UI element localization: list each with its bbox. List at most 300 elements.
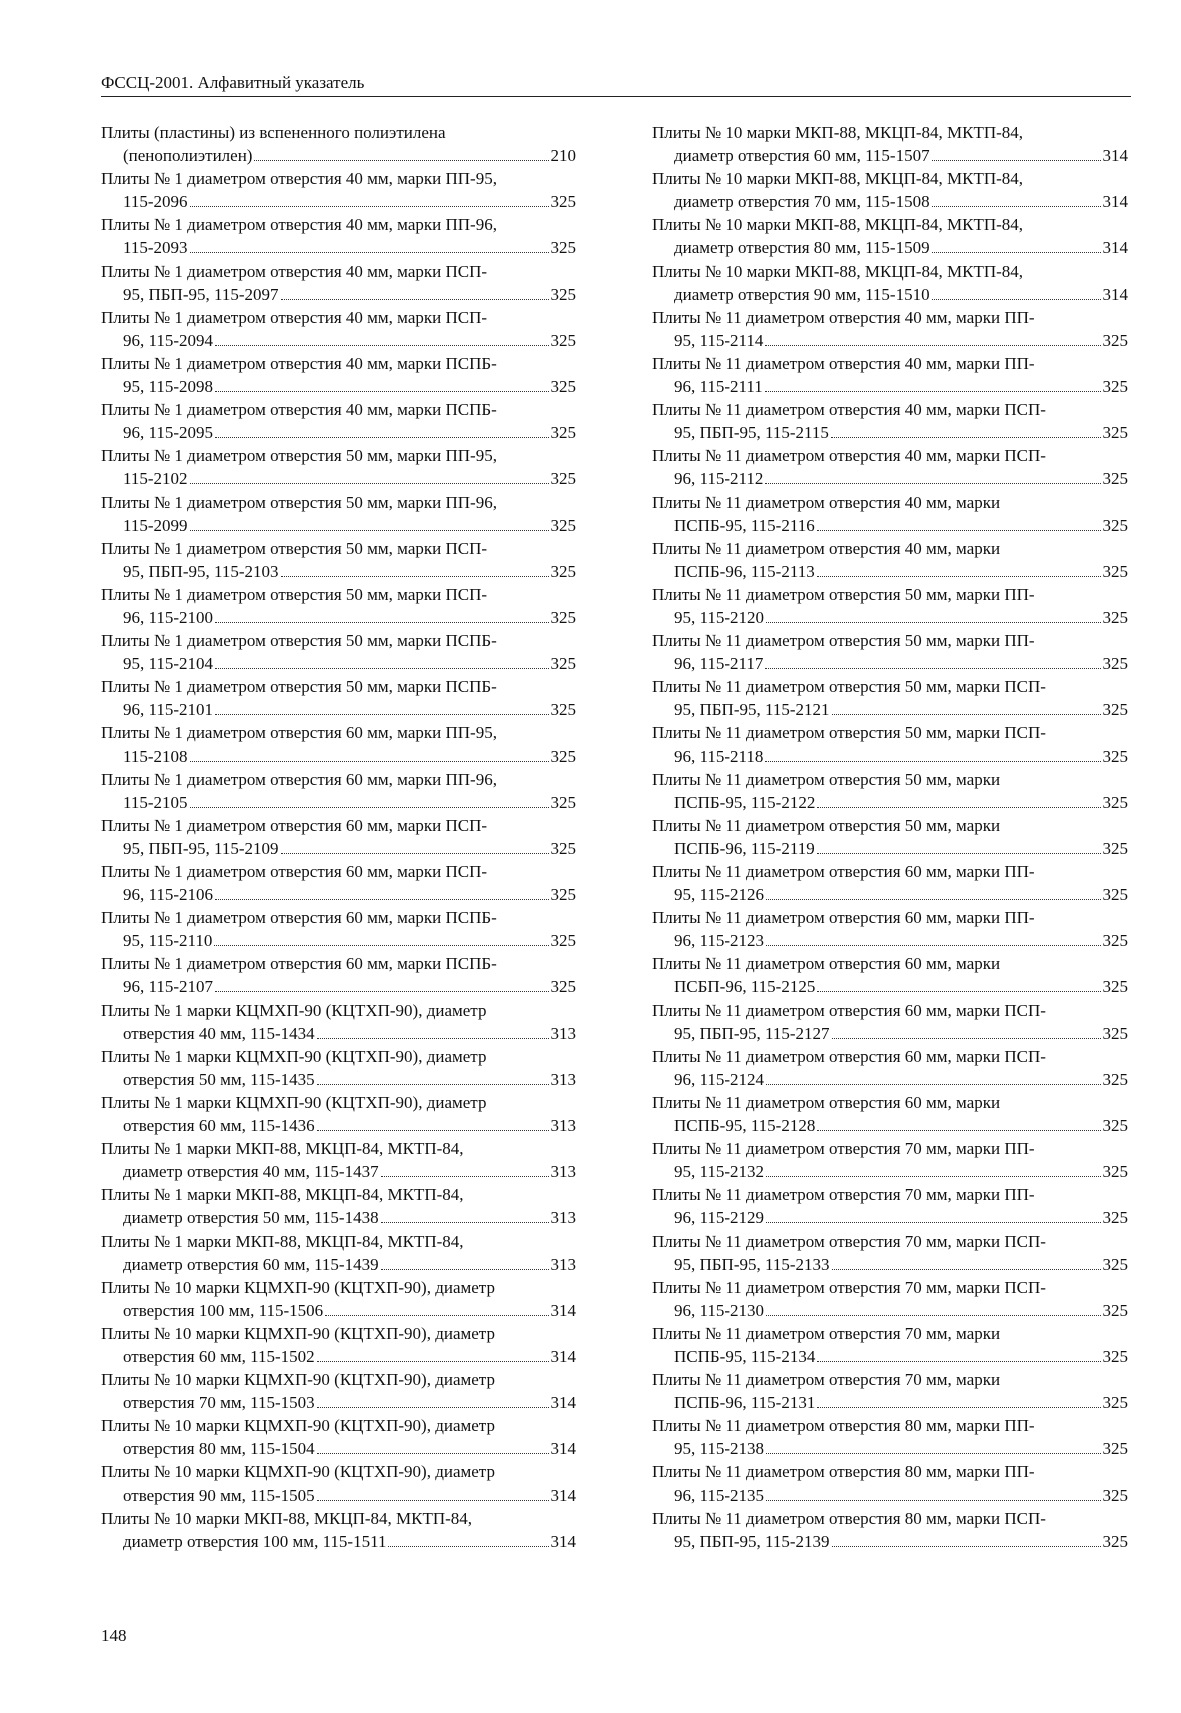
entry-page-number: 325	[1102, 654, 1128, 674]
entry-reference: 95, ПБП-95, 115-2127	[674, 1023, 830, 1043]
entry-reference: 115-2108	[123, 746, 188, 766]
dot-leader	[317, 1037, 549, 1039]
entry-continuation	[101, 791, 576, 814]
dot-leader	[190, 482, 549, 484]
entry-reference: диаметр отверстия 50 мм, 115-1438	[123, 1208, 379, 1228]
entry-reference: диаметр отверстия 90 мм, 115-1510	[674, 284, 930, 304]
page-number: 148	[101, 1626, 127, 1645]
index-entry	[101, 352, 576, 398]
entry-reference: 96, 115-2101	[123, 700, 214, 720]
entry-heading: Плиты № 1 диаметром отверстия 50 мм, марки ПП-96,	[101, 492, 497, 512]
entry-page-number: 325	[1102, 515, 1128, 535]
entry-page-number: 325	[1102, 838, 1128, 858]
entry-heading: Плиты № 11 диаметром отверстия 80 мм, марки ПП-	[652, 1416, 1035, 1436]
entry-reference: отверстия 40 мм, 115-1434	[123, 1023, 315, 1043]
index-entry	[101, 675, 576, 721]
index-entry	[652, 306, 1128, 352]
entry-page-number: 325	[550, 977, 576, 997]
entry-page-number: 325	[1102, 1069, 1128, 1089]
entry-page-number: 325	[1102, 1531, 1128, 1551]
entry-reference: ПСПБ-95, 115-2116	[674, 515, 815, 535]
dot-leader	[817, 575, 1101, 577]
entry-page-number: 325	[1102, 700, 1128, 720]
entry-reference: 95, 115-2110	[123, 931, 213, 951]
dot-leader	[215, 344, 548, 346]
dot-leader	[317, 1406, 549, 1408]
entry-continuation	[652, 560, 1128, 583]
entry-page-number: 325	[550, 607, 576, 627]
entry-continuation	[652, 1253, 1128, 1276]
entry-continuation	[101, 606, 576, 629]
entry-reference: 96, 115-2130	[674, 1300, 765, 1320]
entry-continuation	[652, 329, 1128, 352]
entry-page-number: 325	[1102, 1485, 1128, 1505]
entry-heading: Плиты № 1 марки КЦМХП-90 (КЦТХП-90), диаметр	[101, 1000, 487, 1020]
index-entry	[101, 167, 576, 213]
running-title: ФССЦ-2001. Алфавитный указатель	[101, 73, 365, 92]
entry-heading: Плиты № 11 диаметром отверстия 50 мм, марки ПСП-	[652, 677, 1046, 697]
entry-page-number: 325	[1102, 931, 1128, 951]
entry-continuation	[101, 1022, 576, 1045]
entry-reference: 95, ПБП-95, 115-2103	[123, 561, 279, 581]
entry-page-number: 325	[1102, 469, 1128, 489]
entry-continuation	[652, 514, 1128, 537]
entry-page-number: 314	[550, 1346, 576, 1366]
entry-heading: Плиты № 11 диаметром отверстия 40 мм, марки	[652, 538, 1001, 558]
dot-leader	[388, 1545, 548, 1547]
entry-reference: ПСПБ-96, 115-2131	[674, 1393, 816, 1413]
entry-heading: Плиты № 1 диаметром отверстия 60 мм, марки ПСПБ-	[101, 908, 497, 928]
entry-page-number: 325	[1102, 377, 1128, 397]
dot-leader	[817, 806, 1100, 808]
entry-heading: Плиты № 11 диаметром отверстия 70 мм, марки	[652, 1323, 1001, 1343]
entry-reference: 115-2099	[123, 515, 188, 535]
index-entry	[652, 491, 1128, 537]
dot-leader	[381, 1221, 549, 1223]
entry-heading: Плиты № 11 диаметром отверстия 80 мм, марки ПП-	[652, 1462, 1035, 1482]
entry-page-number: 325	[1102, 1116, 1128, 1136]
index-entry	[652, 352, 1128, 398]
index-entry	[101, 1507, 576, 1553]
entry-continuation	[101, 1253, 576, 1276]
entry-reference: 96, 115-2135	[674, 1485, 765, 1505]
entry-heading: Плиты № 1 диаметром отверстия 40 мм, марки ПСПБ-	[101, 353, 497, 373]
entry-page-number: 325	[550, 330, 576, 350]
entry-page-number: 325	[550, 792, 576, 812]
entry-heading: Плиты № 11 диаметром отверстия 50 мм, марки	[652, 815, 1001, 835]
entry-continuation	[652, 791, 1128, 814]
index-column-left	[101, 121, 576, 1553]
entry-heading: Плиты № 1 диаметром отверстия 60 мм, марки ПП-96,	[101, 769, 497, 789]
entry-continuation	[101, 1391, 576, 1414]
entry-heading: Плиты № 10 марки КЦМХП-90 (КЦТХП-90), диаметр	[101, 1277, 495, 1297]
entry-page-number: 313	[550, 1254, 576, 1274]
entry-reference: ПСПБ-96, 115-2113	[674, 561, 815, 581]
dot-leader	[932, 251, 1101, 253]
entry-reference: 96, 115-2124	[674, 1069, 765, 1089]
entry-heading: Плиты № 11 диаметром отверстия 60 мм, марки ПП-	[652, 862, 1035, 881]
entry-continuation	[101, 1345, 576, 1368]
index-entry	[652, 675, 1128, 721]
dot-leader	[254, 159, 548, 161]
index-entry	[101, 1091, 576, 1137]
entry-reference: отверстия 90 мм, 115-1505	[123, 1485, 315, 1505]
index-entry	[652, 1507, 1128, 1553]
entry-page-number: 325	[1102, 330, 1128, 350]
dot-leader	[831, 436, 1101, 438]
index-entry	[652, 1460, 1128, 1506]
entry-continuation	[652, 975, 1128, 998]
entry-reference: ПСПБ-95, 115-2122	[674, 792, 816, 812]
entry-reference: 95, ПБП-95, 115-2133	[674, 1254, 830, 1274]
entry-continuation	[652, 1299, 1128, 1322]
index-entry	[652, 721, 1128, 767]
entry-heading: Плиты № 10 марки МКП-88, МКЦП-84, МКТП-84,	[652, 261, 1024, 281]
entry-continuation	[101, 421, 576, 444]
index-entry	[652, 121, 1128, 167]
dot-leader	[765, 344, 1100, 346]
entry-continuation	[101, 745, 576, 768]
entry-page-number: 325	[550, 931, 576, 951]
entry-page-number: 313	[550, 1023, 576, 1043]
entry-continuation	[101, 1484, 576, 1507]
entry-reference: 96, 115-2117	[674, 654, 764, 674]
dot-leader	[190, 760, 549, 762]
dot-leader	[214, 944, 548, 946]
entry-reference: ПСБП-96, 115-2125	[674, 977, 816, 997]
entry-page-number: 325	[1102, 607, 1128, 627]
entry-reference: отверстия 80 мм, 115-1504	[123, 1439, 315, 1459]
entry-reference: диаметр отверстия 60 мм, 115-1507	[674, 146, 930, 166]
index-entry	[101, 906, 576, 952]
dot-leader	[766, 1452, 1100, 1454]
entry-reference: ПСПБ-95, 115-2134	[674, 1346, 816, 1366]
index-entry	[101, 860, 576, 906]
dot-leader	[817, 990, 1100, 992]
entry-continuation	[652, 1345, 1128, 1368]
index-column-right	[652, 121, 1128, 1553]
index-entry	[101, 1322, 576, 1368]
entry-page-number: 313	[550, 1208, 576, 1228]
entry-continuation	[652, 236, 1128, 259]
index-entry	[652, 444, 1128, 490]
entry-continuation	[101, 652, 576, 675]
entry-reference: отверстия 100 мм, 115-1506	[123, 1300, 324, 1320]
entry-continuation	[652, 1391, 1128, 1414]
entry-continuation	[101, 1206, 576, 1229]
entry-reference: диаметр отверстия 40 мм, 115-1437	[123, 1162, 379, 1182]
entry-heading: Плиты № 10 марки КЦМХП-90 (КЦТХП-90), диаметр	[101, 1323, 495, 1343]
entry-reference: 95, 115-2120	[674, 607, 765, 627]
index-entry	[652, 1414, 1128, 1460]
dot-leader	[932, 205, 1101, 207]
entry-reference: 96, 115-2107	[123, 977, 214, 997]
entry-continuation	[652, 606, 1128, 629]
entry-reference: 96, 115-2095	[123, 423, 214, 443]
index-entry	[652, 814, 1128, 860]
dot-leader	[817, 1406, 1100, 1408]
dot-leader	[317, 1129, 549, 1131]
entry-reference: 96, 115-2100	[123, 607, 214, 627]
index-entry	[652, 1230, 1128, 1276]
entry-heading: Плиты № 10 марки МКП-88, МКЦП-84, МКТП-84,	[652, 169, 1024, 189]
entry-continuation	[652, 745, 1128, 768]
entry-continuation	[101, 1437, 576, 1460]
entry-page-number: 325	[1102, 1162, 1128, 1182]
entry-page-number: 210	[550, 146, 576, 166]
entry-reference: 95, ПБП-95, 115-2139	[674, 1531, 830, 1551]
entry-reference: 96, 115-2129	[674, 1208, 765, 1228]
entry-reference: 95, ПБП-95, 115-2109	[123, 838, 279, 858]
dot-leader	[766, 898, 1100, 900]
dot-leader	[317, 1360, 549, 1362]
entry-continuation	[652, 652, 1128, 675]
entry-heading: Плиты № 11 диаметром отверстия 60 мм, марки ПСП-	[652, 1046, 1046, 1066]
entry-heading: Плиты № 11 диаметром отверстия 40 мм, марки ПП-	[652, 307, 1035, 327]
entry-continuation	[101, 190, 576, 213]
entry-continuation	[101, 1114, 576, 1137]
entry-continuation	[652, 467, 1128, 490]
entry-heading: Плиты № 1 диаметром отверстия 40 мм, марки ПСП-	[101, 307, 488, 327]
dot-leader	[765, 667, 1100, 669]
entry-page-number: 325	[1102, 1254, 1128, 1274]
index-entry	[652, 952, 1128, 998]
entry-continuation	[101, 514, 576, 537]
index-entry	[652, 1091, 1128, 1137]
entry-page-number: 313	[550, 1162, 576, 1182]
entry-heading: Плиты № 1 диаметром отверстия 50 мм, марки ПСПБ-	[101, 631, 497, 651]
dot-leader	[317, 1083, 549, 1085]
dot-leader	[765, 760, 1100, 762]
entry-continuation	[101, 375, 576, 398]
index-entry	[652, 398, 1128, 444]
entry-heading: Плиты № 1 диаметром отверстия 40 мм, марки ПСП-	[101, 261, 488, 281]
dot-leader	[281, 298, 549, 300]
entry-continuation	[652, 1114, 1128, 1137]
entry-continuation	[652, 1437, 1128, 1460]
index-entry	[652, 768, 1128, 814]
entry-heading: Плиты № 1 диаметром отверстия 60 мм, марки ПП-95,	[101, 723, 497, 743]
entry-heading: Плиты № 11 диаметром отверстия 70 мм, марки ПСП-	[652, 1231, 1046, 1251]
dot-leader	[281, 852, 549, 854]
entry-continuation	[652, 1022, 1128, 1045]
entry-reference: ПСПБ-96, 115-2119	[674, 838, 815, 858]
entry-reference: 115-2105	[123, 792, 188, 812]
entry-heading: Плиты № 1 диаметром отверстия 40 мм, марки ПП-95,	[101, 169, 497, 189]
entry-heading: Плиты № 1 диаметром отверстия 60 мм, марки ПСПБ-	[101, 954, 497, 974]
entry-page-number: 314	[1102, 146, 1128, 166]
dot-leader	[215, 621, 548, 623]
entry-continuation	[101, 236, 576, 259]
entry-reference: 96, 115-2111	[674, 377, 763, 397]
index-entry	[101, 491, 576, 537]
dot-leader	[766, 1083, 1100, 1085]
entry-heading: Плиты № 1 марки КЦМХП-90 (КЦТХП-90), диаметр	[101, 1046, 487, 1066]
entry-continuation	[101, 883, 576, 906]
entry-heading: Плиты № 11 диаметром отверстия 40 мм, марки	[652, 492, 1001, 512]
entry-continuation	[101, 1068, 576, 1091]
entry-page-number: 325	[1102, 1300, 1128, 1320]
entry-heading: Плиты № 1 диаметром отверстия 40 мм, марки ПСПБ-	[101, 400, 497, 420]
dot-leader	[817, 1360, 1100, 1362]
entry-page-number: 325	[550, 885, 576, 905]
dot-leader	[817, 1129, 1100, 1131]
entry-heading: Плиты № 1 диаметром отверстия 50 мм, марки ПСПБ-	[101, 677, 497, 697]
entry-reference: 115-2096	[123, 192, 188, 212]
entry-page-number: 325	[550, 284, 576, 304]
entry-heading: Плиты № 11 диаметром отверстия 70 мм, марки ПП-	[652, 1185, 1035, 1205]
entry-page-number: 314	[1102, 192, 1128, 212]
entry-heading: Плиты № 1 диаметром отверстия 50 мм, марки ПСП-	[101, 584, 488, 604]
index-entry	[652, 1045, 1128, 1091]
dot-leader	[215, 713, 548, 715]
entry-heading: Плиты № 10 марки КЦМХП-90 (КЦТХП-90), диаметр	[101, 1462, 495, 1482]
index-entry	[101, 306, 576, 352]
dot-leader	[766, 1314, 1100, 1316]
dot-leader	[325, 1314, 548, 1316]
index-entry	[101, 583, 576, 629]
entry-continuation	[101, 329, 576, 352]
entry-continuation	[652, 1206, 1128, 1229]
index-entry	[652, 629, 1128, 675]
dot-leader	[215, 436, 548, 438]
entry-page-number: 325	[1102, 885, 1128, 905]
dot-leader	[281, 575, 549, 577]
index-entry	[652, 583, 1128, 629]
page-header	[101, 70, 1131, 97]
index-entry	[101, 1276, 576, 1322]
entry-page-number: 313	[550, 1069, 576, 1089]
entry-page-number: 325	[1102, 792, 1128, 812]
entry-reference: 96, 115-2123	[674, 931, 765, 951]
entry-heading: Плиты № 11 диаметром отверстия 50 мм, марки ПП-	[652, 631, 1035, 651]
index-entry	[652, 213, 1128, 259]
dot-leader	[766, 1175, 1100, 1177]
entry-continuation	[101, 283, 576, 306]
dot-leader	[215, 898, 548, 900]
index-entry	[652, 1183, 1128, 1229]
index-entry	[101, 1183, 576, 1229]
entry-page-number: 325	[1102, 746, 1128, 766]
entry-heading: Плиты № 11 диаметром отверстия 60 мм, марки ПП-	[652, 908, 1035, 928]
index-entry	[652, 1368, 1128, 1414]
entry-heading: Плиты № 1 марки КЦМХП-90 (КЦТХП-90), диаметр	[101, 1092, 487, 1112]
dot-leader	[817, 852, 1101, 854]
entry-heading: Плиты № 11 диаметром отверстия 40 мм, марки ПСП-	[652, 446, 1046, 466]
entry-page-number: 325	[550, 238, 576, 258]
entry-heading: Плиты № 1 диаметром отверстия 50 мм, марки ПП-95,	[101, 446, 497, 466]
entry-heading: Плиты № 11 диаметром отверстия 40 мм, марки ПСП-	[652, 400, 1046, 420]
index-entry	[652, 906, 1128, 952]
dot-leader	[317, 1452, 549, 1454]
entry-heading: Плиты № 11 диаметром отверстия 50 мм, марки ПСП-	[652, 723, 1046, 743]
entry-reference: 95, 115-2126	[674, 885, 765, 905]
dot-leader	[215, 667, 548, 669]
entry-page-number: 325	[1102, 1208, 1128, 1228]
entry-page-number: 325	[550, 561, 576, 581]
entry-heading: Плиты № 1 диаметром отверстия 40 мм, марки ПП-96,	[101, 215, 497, 235]
entry-reference: 95, 115-2132	[674, 1162, 765, 1182]
entry-continuation	[652, 421, 1128, 444]
dot-leader	[766, 944, 1100, 946]
entry-continuation	[652, 375, 1128, 398]
entry-reference: 95, 115-2138	[674, 1439, 765, 1459]
entry-page-number: 314	[550, 1439, 576, 1459]
entry-reference: 96, 115-2106	[123, 885, 214, 905]
index-entry	[101, 1368, 576, 1414]
entry-reference: 95, 115-2104	[123, 654, 214, 674]
index-entry	[101, 768, 576, 814]
entry-page-number: 314	[550, 1531, 576, 1551]
index-entry	[101, 260, 576, 306]
index-entry	[652, 999, 1128, 1045]
dot-leader	[932, 298, 1101, 300]
index-entry	[101, 999, 576, 1045]
entry-reference: отверстия 70 мм, 115-1503	[123, 1393, 315, 1413]
index-entry	[101, 1137, 576, 1183]
entry-page-number: 325	[1102, 423, 1128, 443]
entry-reference: отверстия 50 мм, 115-1435	[123, 1069, 315, 1089]
entry-continuation	[652, 144, 1128, 167]
index-entry	[101, 721, 576, 767]
entry-continuation	[101, 467, 576, 490]
entry-heading: Плиты № 11 диаметром отверстия 60 мм, марки	[652, 954, 1001, 974]
entry-continuation	[652, 1160, 1128, 1183]
entry-reference: 115-2102	[123, 469, 188, 489]
entry-heading: Плиты № 1 марки МКП-88, МКЦП-84, МКТП-84,	[101, 1231, 464, 1251]
index-entry	[101, 121, 576, 167]
index-entry	[101, 629, 576, 675]
index-entry	[652, 1322, 1128, 1368]
index-entry	[101, 537, 576, 583]
entry-heading: Плиты № 11 диаметром отверстия 70 мм, марки	[652, 1370, 1001, 1390]
entry-continuation	[652, 1484, 1128, 1507]
dot-leader	[832, 1268, 1101, 1270]
entry-heading: Плиты № 11 диаметром отверстия 80 мм, марки ПСП-	[652, 1508, 1046, 1528]
entry-reference: 115-2093	[123, 238, 188, 258]
entry-continuation	[652, 283, 1128, 306]
entry-reference: диаметр отверстия 100 мм, 115-1511	[123, 1531, 387, 1551]
index-entry	[101, 1460, 576, 1506]
dot-leader	[190, 806, 549, 808]
entry-page-number: 325	[1102, 1439, 1128, 1459]
index-entry	[101, 213, 576, 259]
entry-reference: 95, 115-2114	[674, 330, 764, 350]
index-entry	[101, 1045, 576, 1091]
entry-page-number: 325	[550, 654, 576, 674]
entry-page-number: 325	[550, 377, 576, 397]
entry-heading: Плиты № 10 марки МКП-88, МКЦП-84, МКТП-84,	[652, 123, 1024, 142]
dot-leader	[765, 390, 1101, 392]
entry-heading: Плиты № 11 диаметром отверстия 70 мм, марки ПСП-	[652, 1277, 1046, 1297]
entry-page-number: 314	[1102, 238, 1128, 258]
entry-heading: Плиты № 11 диаметром отверстия 60 мм, марки ПСП-	[652, 1000, 1046, 1020]
entry-continuation	[652, 1068, 1128, 1091]
entry-page-number: 325	[550, 838, 576, 858]
dot-leader	[832, 1545, 1101, 1547]
entry-heading: Плиты № 1 диаметром отверстия 50 мм, марки ПСП-	[101, 538, 488, 558]
index-entry	[652, 860, 1128, 906]
entry-heading: Плиты № 11 диаметром отверстия 70 мм, марки ПП-	[652, 1139, 1035, 1159]
entry-page-number: 325	[550, 746, 576, 766]
dot-leader	[381, 1268, 549, 1270]
index-entry	[652, 1276, 1128, 1322]
entry-page-number: 314	[550, 1485, 576, 1505]
entry-reference: (пенополиэтилен)	[123, 146, 253, 166]
entry-heading: Плиты (пластины) из вспененного полиэтилена	[101, 123, 446, 142]
entry-heading: Плиты № 11 диаметром отверстия 50 мм, марки	[652, 769, 1001, 789]
entry-page-number: 325	[1102, 1346, 1128, 1366]
